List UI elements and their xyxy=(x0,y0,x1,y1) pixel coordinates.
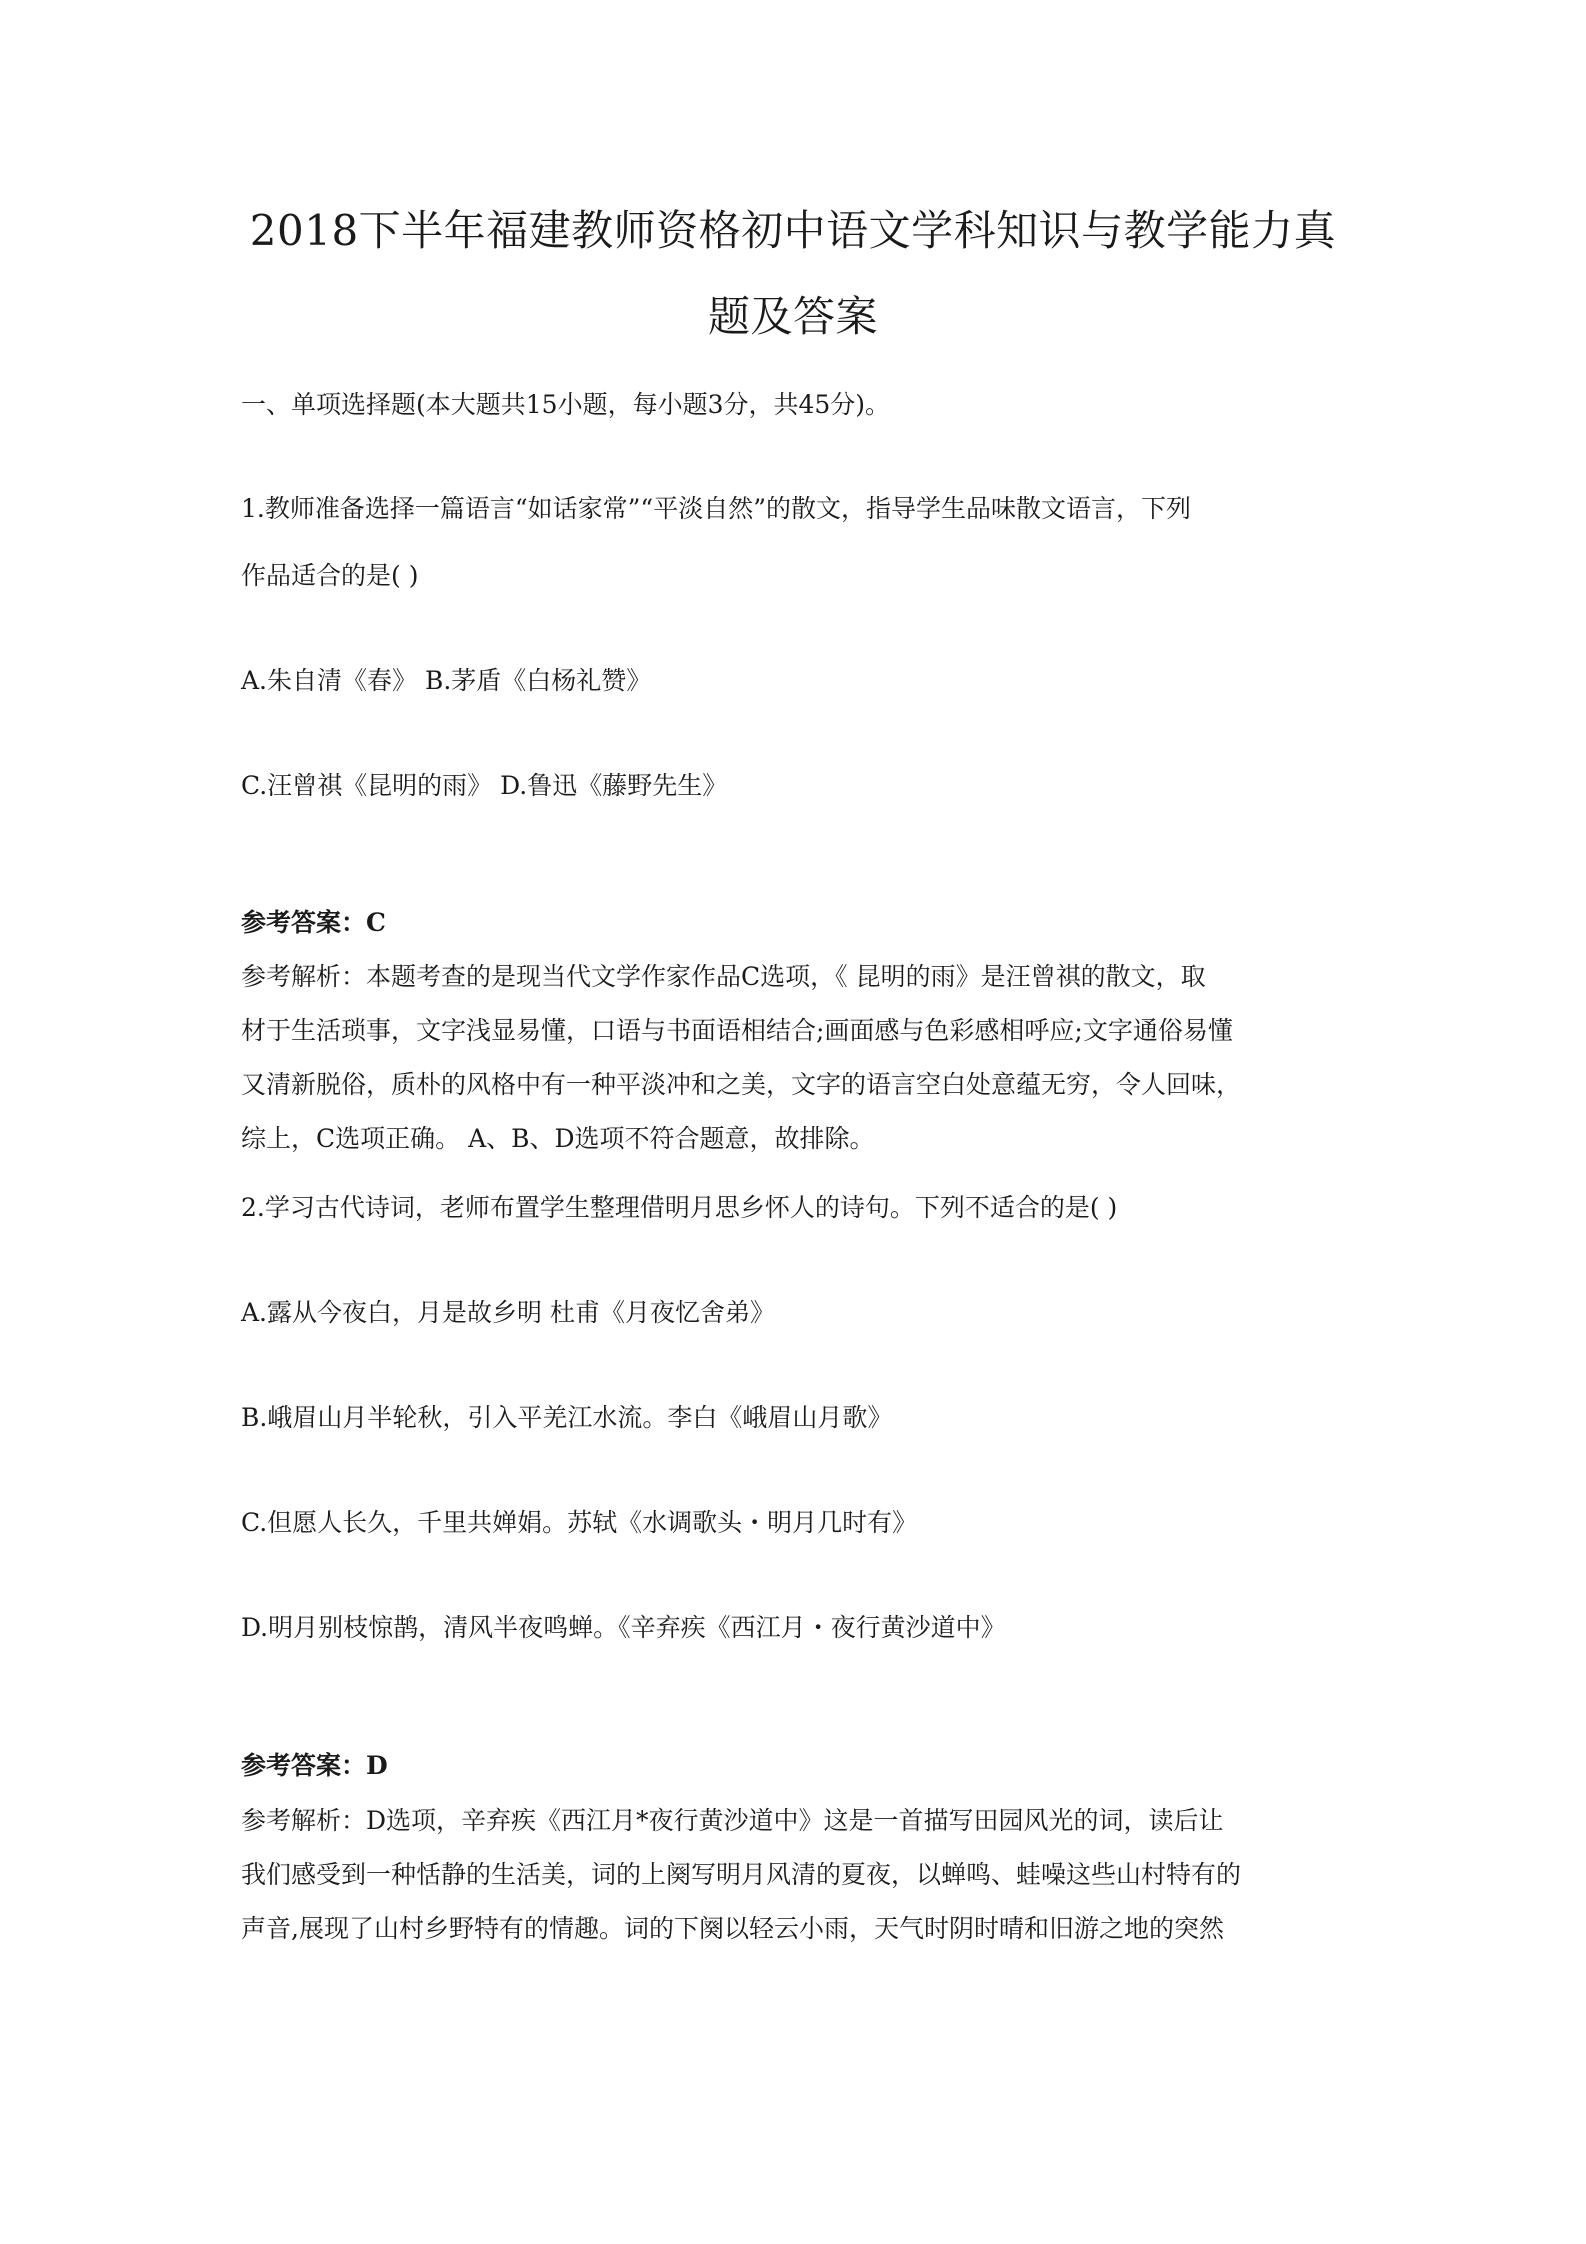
q2-option-d: D.明月别枝惊鹊，清风半夜鸣蝉。《辛弃疾《西江月・夜行黄沙道中》 xyxy=(241,1613,1006,1642)
q1-options-line-1: A.朱自清《春》 B.茅盾《白杨礼赞》 xyxy=(241,666,652,695)
section-heading: 一、单项选择题(本大题共15小题，每小题3分，共45分)。 xyxy=(241,390,891,419)
q1-stem-line-1: 1.教师准备选择一篇语言“如话家常”“平淡自然”的散文，指导学生品味散文语言，下列 xyxy=(241,494,1191,523)
document-title-line-2: 题及答案 xyxy=(707,292,878,341)
q1-analysis-line-2: 材于生活琐事，文字浅显易懂，口语与书面语相结合;画面感与色彩感相呼应;文字通俗易懂 xyxy=(241,1016,1233,1045)
q2-option-b: B.峨眉山月半轮秋，引入平羌江水流。李白《峨眉山月歌》 xyxy=(241,1403,893,1432)
q2-answer: 参考答案：D xyxy=(241,1751,388,1780)
q1-options-line-2: C.汪曾祺《昆明的雨》 D.鲁迅《藤野先生》 xyxy=(241,771,728,800)
q1-analysis-line-4: 综上，C选项正确。 A、B、D选项不符合题意，故排除。 xyxy=(241,1124,875,1153)
q2-analysis-line-3: 声音,展现了山村乡野特有的情趣。词的下阕以轻云小雨，天气时阴时晴和旧游之地的突然 xyxy=(241,1914,1224,1943)
q1-answer: 参考答案：C xyxy=(241,908,386,937)
q2-option-c: C.但愿人长久，千里共婵娟。苏轼《水调歌头・明月几时有》 xyxy=(241,1508,918,1537)
q1-analysis-line-1: 参考解析：本题考查的是现当代文学作家作品C选项，《 昆明的雨》是汪曾祺的散文，取 xyxy=(241,962,1206,991)
q2-option-a: A.露从今夜白，月是故乡明 杜甫《月夜忆舍弟》 xyxy=(241,1298,775,1327)
q2-analysis-line-1: 参考解析：D选项，辛弃疾《西江月*夜行黄沙道中》这是一首描写田园风光的词，读后让 xyxy=(241,1806,1224,1835)
q2-analysis-line-2: 我们感受到一种恬静的生活美，词的上阕写明月风清的夏夜，以蝉鸣、蛙噪这些山村特有的 xyxy=(241,1860,1242,1889)
q2-stem: 2.学习古代诗词，老师布置学生整理借明月思乡怀人的诗句。下列不适合的是( ) xyxy=(241,1193,1118,1222)
q1-stem-line-2: 作品适合的是( ) xyxy=(241,561,419,590)
q1-analysis-line-3: 又清新脱俗，质朴的风格中有一种平淡冲和之美，文字的语言空白处意蕴无穷，令人回味， xyxy=(241,1070,1242,1099)
document-title-line-1: 2018下半年福建教师资格初中语文学科知识与教学能力真 xyxy=(249,206,1337,255)
